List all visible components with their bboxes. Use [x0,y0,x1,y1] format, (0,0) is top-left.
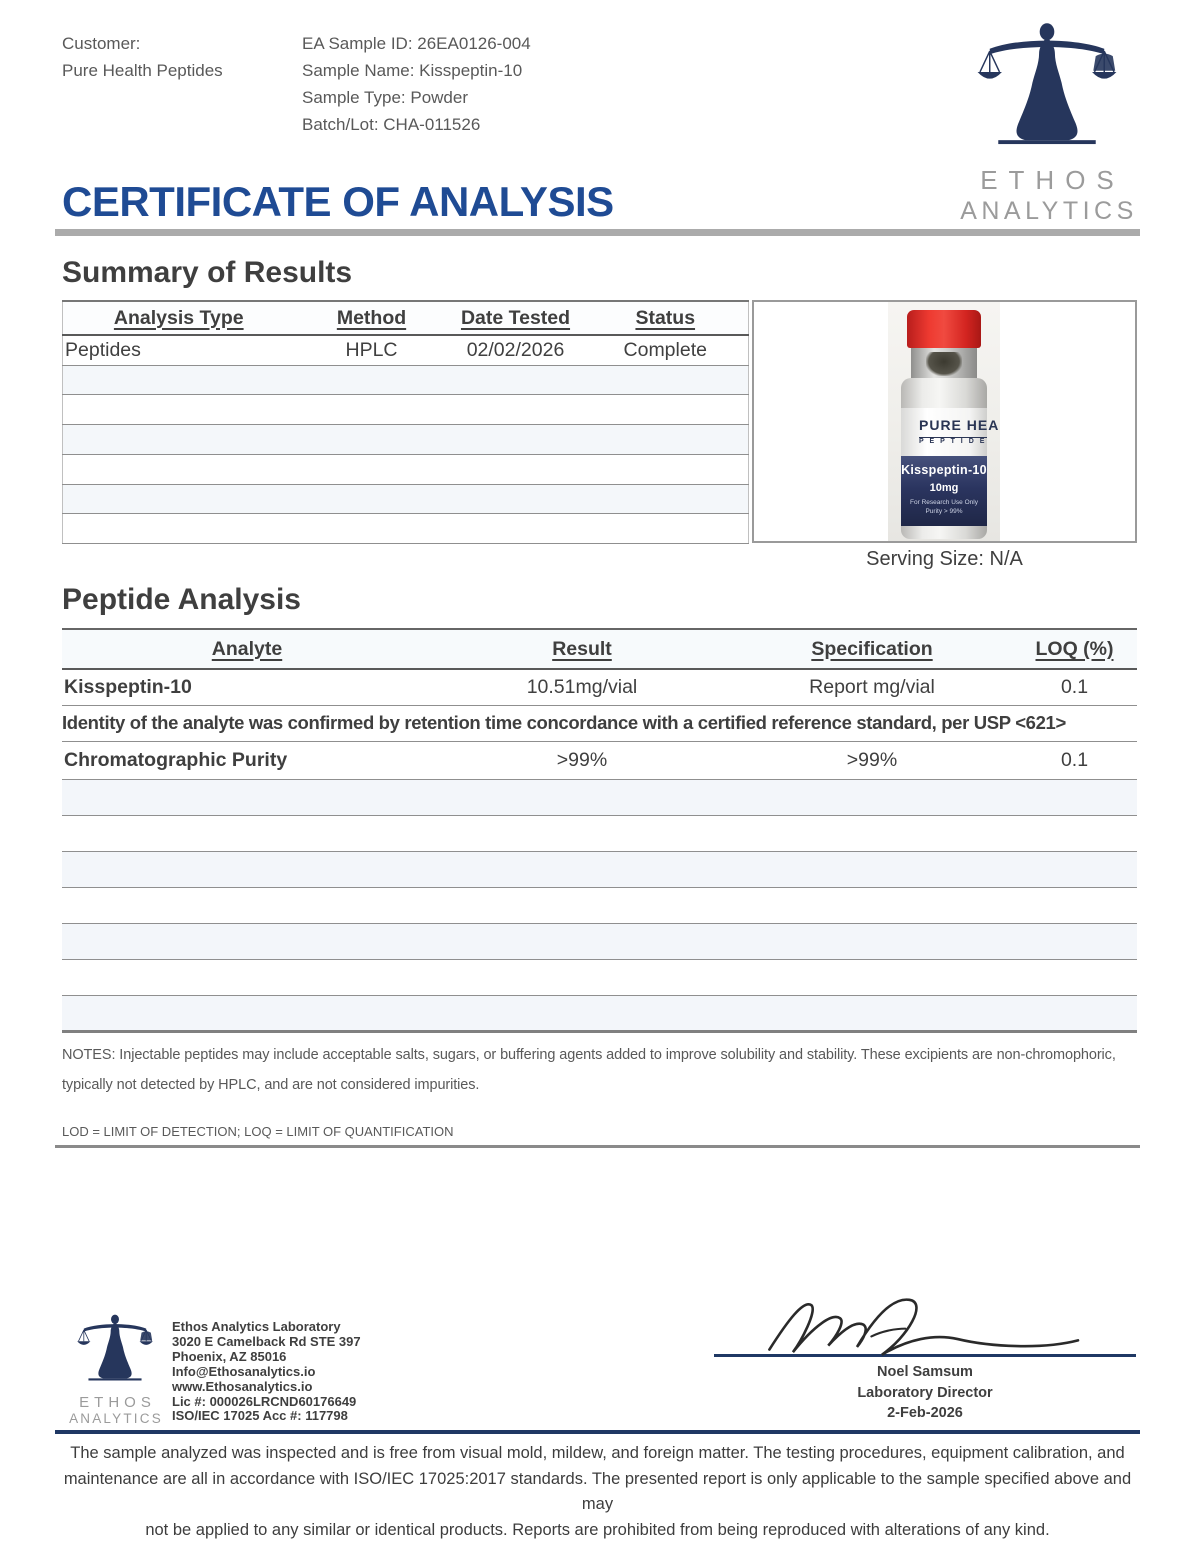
summary-empty-row [63,484,749,514]
justice-scales-icon [973,22,1121,156]
summary-table [62,300,749,544]
logo-word-analytics: ANALYTICS [69,1411,163,1426]
justice-scales-icon [75,1314,155,1387]
summary-empty-row [63,365,749,395]
ethos-logo-footer [56,1314,174,1426]
summary-method: HPLC [295,335,449,365]
logo-word-analytics: ANALYTICS [960,197,1138,225]
summary-heading: Summary of Results [62,256,353,289]
vial-dose: 10mg [929,482,959,494]
logo-word-ethos: ETHOS [980,165,1125,195]
serving-size: Serving Size: N/A [866,548,1023,570]
customer-block [62,30,223,84]
pa-header-row [62,629,1137,669]
notes-divider-line [55,1145,1140,1148]
summary-empty-row [63,395,749,425]
summary-analysis-type: Peptides [63,335,295,365]
pa-spec: >99% [732,741,1012,779]
signature-block [714,1292,1136,1421]
sample-type: Sample Type: Powder [302,88,468,107]
signer-title: Laboratory Director [857,1385,993,1401]
sample-info-block [302,30,531,138]
pa-loq: 0.1 [1012,741,1137,779]
pa-identity-row [62,705,1137,741]
notes-line1: NOTES: Injectable peptides may include acceptable salts, sugars, or buffering agents added to improve solubility and stability. These excipients are non-chromophoric, [62,1047,1116,1063]
signer-name: Noel Samsum [877,1364,973,1380]
vial-label-navy [901,456,987,526]
signature-line [714,1354,1136,1357]
title-divider-bar [55,229,1140,236]
signature-date: 2-Feb-2026 [887,1405,963,1421]
pa-analyte: Chromatographic Purity [62,741,432,779]
vial-stopper [926,352,962,376]
footer-divider-line [55,1430,1140,1434]
lab-license: Lic #: 000026LRCND60176649 [172,1393,357,1409]
lod-loq-definition: LOD = LIMIT OF DETECTION; LOQ = LIMIT OF QUANTIFICATION [62,1124,454,1139]
summary-col-method: Method [295,301,449,335]
customer-name: Pure Health Peptides [62,61,223,80]
summary-empty-row [63,514,749,544]
lab-name: Ethos Analytics Laboratory [172,1319,341,1334]
pa-col-analyte: Analyte [62,629,432,669]
pa-result: >99% [432,741,732,779]
peptide-analysis-heading: Peptide Analysis [62,583,301,616]
sample-name: Sample Name: Kisspeptin-10 [302,61,523,80]
pa-empty-row [62,887,1137,923]
peptide-analysis-table [62,628,1137,1033]
vial-label-top [901,408,1000,456]
vial-purity-line: Purity > 99% [925,508,963,515]
notes-paragraph [62,1040,1142,1100]
disclaimer-line3: not be applied to any similar or identical products. Reports are prohibited from being reproduced with alterations of any kind. [145,1520,1050,1539]
pa-col-specification: Specification [732,629,1012,669]
pa-col-result: Result [432,629,732,669]
pa-loq: 0.1 [1012,669,1137,705]
disclaimer-line2: maintenance are all in accordance with ISO/IEC 17025:2017 standards. The presented report is only applicable to the sample specified above and may [63,1469,1132,1513]
lab-address1: 3020 E Camelback Rd STE 397 [172,1333,361,1349]
pa-empty-row [62,923,1137,959]
pa-empty-row [62,851,1137,887]
vial-photo [888,302,1000,541]
vial-red-cap [907,310,981,348]
pa-identity-note: Identity of the analyte was confirmed by retention time concordance with a certified reference standard, per USP <621> [62,705,1137,741]
summary-col-date-tested: Date Tested [449,301,583,335]
lab-website: www.Ethosanalytics.io [172,1378,313,1394]
logo-word-ethos: ETHOS [79,1394,156,1411]
sample-photo-box [752,300,1137,543]
customer-label: Customer: [62,34,141,53]
summary-data-row [63,335,749,365]
notes-line2: typically not detected by HPLC, and are not considered impurities. [62,1077,480,1093]
summary-status: Complete [583,335,749,365]
batch-lot: Batch/Lot: CHA-011526 [302,115,481,134]
disclaimer-line1: The sample analyzed was inspected and is free from visual mold, mildew, and foreign matter. The testing procedures, equipment calibration, and [70,1444,1125,1462]
summary-col-status: Status [583,301,749,335]
summary-col-analysis-type: Analysis Type [63,301,295,335]
pa-result: 10.51mg/vial [432,669,732,705]
lab-iso: ISO/IEC 17025 Acc #: 117798 [172,1408,348,1424]
pa-row-kisspeptin [62,669,1137,705]
lab-address2: Phoenix, AZ 85016 [172,1348,287,1364]
summary-date-tested: 02/02/2026 [449,335,583,365]
pa-empty-row [62,995,1137,1031]
disclaimer-paragraph [55,1441,1140,1543]
vial-research-line: For Research Use Only [910,499,978,506]
pa-row-purity [62,741,1137,779]
ethos-logo [952,22,1142,226]
pa-col-loq: LOQ (%) [1012,629,1137,669]
summary-header-row [63,301,749,335]
lab-info-block [172,1320,361,1424]
summary-empty-row [63,425,749,455]
pa-empty-row [62,815,1137,851]
lab-email: Info@Ethosanalytics.io [172,1363,316,1379]
pa-spec: Report mg/vial [732,669,1012,705]
vial-brand-subtext: P E P T I D E [919,438,987,445]
summary-empty-row [63,454,749,484]
pa-empty-row [62,779,1137,815]
pa-empty-row [62,959,1137,995]
document-title: CERTIFICATE OF ANALYSIS [62,178,614,225]
vial-glass-body [901,378,1000,539]
vial-brand-text: PURE HEA [919,417,1000,433]
signature-image [760,1292,1090,1360]
ea-sample-id: EA Sample ID: 26EA0126-004 [302,34,531,53]
vial-product-name: Kisspeptin-10 [901,463,987,477]
pa-analyte: Kisspeptin-10 [62,669,432,705]
